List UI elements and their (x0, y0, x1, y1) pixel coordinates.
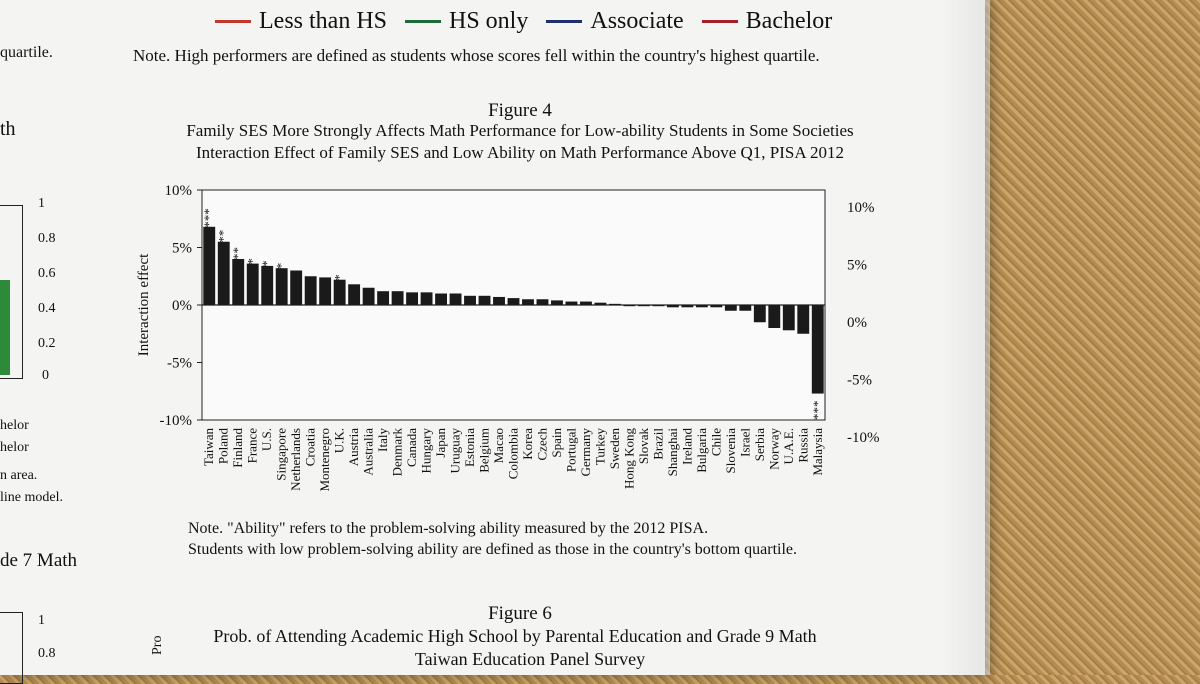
category-label: France (244, 428, 260, 464)
significance-marker: * (259, 260, 275, 267)
bar-slovak (638, 305, 650, 306)
bar-shanghai (667, 305, 679, 307)
bar-japan (435, 294, 447, 306)
category-label: Montenegro (317, 428, 333, 492)
category-label: Sweden (606, 427, 622, 470)
left-clip-quartile: quartile. (0, 44, 53, 61)
left-clip-area: n area. (0, 468, 38, 483)
y-tick-label-right: 0% (847, 315, 867, 331)
figure6-subtitle: Taiwan Education Panel Survey (414, 649, 646, 669)
category-label: Hong Kong (621, 428, 637, 490)
left-tick: 0.6 (38, 266, 56, 281)
category-label: Slovak (635, 428, 651, 465)
bar-serbia (754, 305, 766, 322)
category-label: Singapore (273, 428, 289, 481)
y-tick-label-left: 0% (172, 298, 192, 314)
bar-uruguay (450, 294, 462, 306)
y-tick-label-right: 10% (847, 200, 875, 216)
legend-label: Bachelor (745, 8, 833, 34)
bar-italy (377, 291, 389, 305)
bar-hungary (421, 292, 433, 305)
category-label: Austria (346, 428, 362, 467)
category-label: Uruguay (447, 428, 463, 474)
category-label: Italy (375, 428, 391, 452)
poster-edge (940, 0, 990, 675)
category-label: Spain (548, 428, 564, 458)
left-chart-bar (0, 280, 10, 375)
bar-u-k- (334, 280, 346, 305)
bar-u-s- (261, 266, 273, 305)
category-label: Poland (215, 428, 231, 465)
category-label: Korea (519, 428, 535, 460)
significance-marker: *** (201, 208, 217, 228)
category-label: Russia (795, 428, 811, 463)
left-clip-helor: helor (0, 418, 29, 433)
legend-label: Associate (590, 8, 684, 34)
category-label: Israel (737, 428, 753, 457)
left-tick: 0 (42, 368, 49, 383)
significance-marker: ** (215, 229, 231, 243)
figure4-label: Figure 4 (488, 100, 552, 121)
bar-taiwan (203, 227, 215, 305)
top-legend (215, 8, 832, 35)
category-label: Colombia (505, 428, 521, 480)
bar-norway (768, 305, 780, 328)
bar-macao (493, 297, 505, 305)
bar-singapore (276, 268, 288, 305)
legend-swatch (702, 20, 738, 23)
bar-hong-kong (623, 305, 635, 306)
y-tick-label-left: 5% (172, 240, 192, 257)
category-label: Australia (360, 428, 376, 476)
figure6-title: Prob. of Attending Academic High School by Parental Education and Grade 9 Math (213, 626, 817, 646)
bar-estonia (464, 296, 476, 305)
note-line-2: Students with low problem-solving ability are defined as those in the country's bottom quartile. (188, 541, 797, 558)
y-tick-label-left: -5% (167, 355, 192, 372)
legend-item-bachelor (702, 8, 833, 35)
left-tick: 0.8 (38, 646, 56, 661)
category-label: Hungary (418, 428, 434, 474)
category-label: Japan (433, 428, 449, 458)
category-label: Czech (534, 428, 550, 461)
significance-marker: *** (809, 400, 825, 421)
left-clip-model: line model. (0, 490, 63, 505)
significance-marker: * (273, 262, 289, 270)
bar-austria (348, 284, 360, 305)
y-tick-label-right: -5% (847, 372, 872, 389)
bar-denmark (392, 291, 404, 305)
bar-canada (406, 292, 418, 305)
bar-croatia (305, 276, 317, 305)
bar-belgium (479, 296, 491, 305)
bar-germany (580, 302, 592, 305)
left-clip-grade: de 7 Math (0, 550, 78, 571)
bar-malaysia (812, 305, 824, 394)
significance-marker: ** (230, 247, 246, 260)
significance-marker: * (244, 258, 260, 265)
category-label: Canada (404, 428, 420, 467)
figure6-label: Figure 6 (488, 603, 552, 624)
y-axis-title: Interaction effect (136, 253, 152, 357)
bar-korea (522, 299, 534, 305)
left-clip-helor: helor (0, 440, 29, 455)
bar-poland (218, 242, 230, 305)
left-chart-box-2 (0, 612, 23, 684)
left-tick: 0.2 (38, 336, 56, 351)
category-label: Slovenia (722, 428, 738, 474)
note-line-1: Note. "Ability" refers to the problem-solving ability measured by the 2012 PISA. (188, 520, 709, 537)
figure4-note (188, 518, 797, 560)
category-label: Shanghai (664, 428, 680, 477)
left-tick: 1 (38, 196, 45, 211)
bar-bulgaria (696, 305, 708, 307)
legend-item-associate (546, 8, 683, 35)
bar-slovenia (725, 305, 737, 311)
category-label: Portugal (563, 428, 579, 473)
bar-montenegro (319, 277, 331, 305)
y-tick-label-left: 10% (164, 183, 192, 199)
bar-ireland (681, 305, 693, 307)
left-tick: 0.4 (38, 301, 56, 316)
bar-australia (363, 288, 375, 305)
bar-france (247, 264, 259, 305)
category-label: U.K. (331, 428, 347, 454)
left-clip-pro: Pro (150, 635, 165, 655)
category-label: Turkey (592, 428, 608, 466)
legend-swatch (405, 20, 441, 23)
bar-spain (551, 300, 563, 305)
category-label: Chile (708, 428, 724, 457)
category-label: Bulgaria (693, 428, 709, 473)
bar-russia (797, 305, 809, 334)
left-tick: 0.8 (38, 231, 56, 246)
bar-sweden (609, 304, 621, 305)
left-tick: 1 (38, 613, 45, 628)
category-label: Macao (491, 428, 507, 464)
category-label: U.A.E. (780, 428, 796, 465)
bar-colombia (508, 298, 520, 305)
y-tick-label-right: 5% (847, 257, 867, 274)
bar-chile (710, 305, 722, 307)
category-label: Netherlands (288, 428, 304, 491)
category-label: Taiwan (201, 428, 217, 467)
category-label: Estonia (462, 428, 478, 467)
category-label: Finland (230, 428, 246, 468)
legend-item-less-than-hs (215, 8, 387, 35)
bar-finland (232, 259, 244, 305)
bar-netherlands (290, 271, 302, 306)
figure4-title: Family SES More Strongly Affects Math Performance for Low-ability Students in Some Societies (186, 121, 854, 140)
category-label: Norway (766, 428, 782, 470)
bar-brazil (652, 305, 664, 306)
bar-turkey (594, 303, 606, 305)
note-top: Note. High performers are defined as students whose scores fell within the country's highest quartile. (133, 46, 820, 65)
category-label: Serbia (751, 428, 767, 462)
legend-label: HS only (449, 8, 529, 34)
left-clip-th: th (0, 118, 16, 140)
y-tick-label-left: -10% (159, 413, 192, 429)
legend-item-hs-only (405, 8, 528, 35)
category-label: Brazil (650, 428, 666, 460)
category-label: Germany (577, 428, 593, 477)
category-label: Croatia (302, 428, 318, 467)
bar-czech (537, 299, 549, 305)
category-label: Belgium (476, 428, 492, 473)
legend-label: Less than HS (259, 8, 387, 34)
y-tick-label-right: -10% (847, 430, 880, 446)
category-label: Ireland (679, 428, 695, 465)
bar-israel (739, 305, 751, 311)
category-label: Malaysia (809, 428, 825, 476)
category-label: Denmark (389, 428, 405, 477)
legend-swatch (215, 20, 251, 23)
category-label: U.S. (259, 428, 275, 452)
legend-swatch (546, 20, 582, 23)
figure4-subtitle: Interaction Effect of Family SES and Low Ability on Math Performance Above Q1, PISA 2012 (196, 143, 844, 162)
bar-u-a-e- (783, 305, 795, 330)
figure4-chart (130, 180, 900, 510)
bar-portugal (566, 302, 578, 305)
significance-marker: * (331, 274, 347, 281)
